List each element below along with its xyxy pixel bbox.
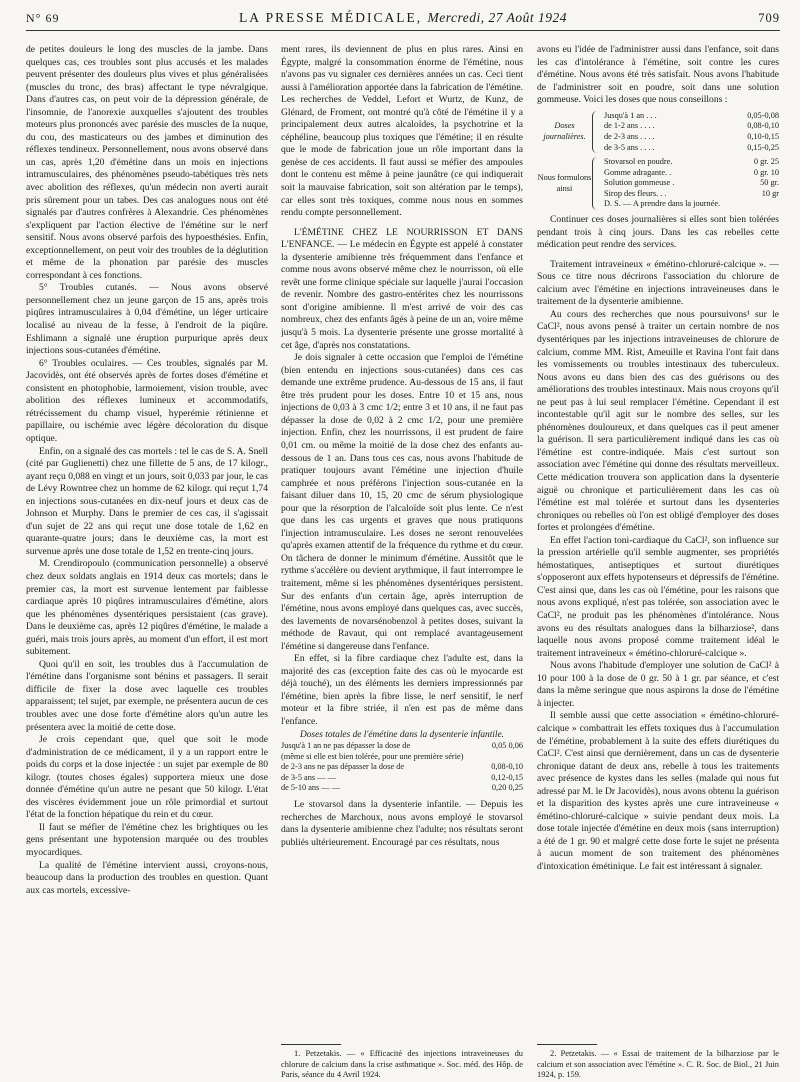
paragraph: En effet l'action toni-cardiaque du CaCl², son influence sur la pression artérielle qu'il semble augmenter, ses propriétés hémostatiques, antiseptiques et surtout diurétiques s'opposeront aux effets hypotenseurs et dépressifs de l'émétine. C'est ainsi que, dans les cas où l'émétine, pour les raisons que nous avons expliqué, n'est pas tolérée, son association avec le CaCl², ne produit pas les phénomènes d'intolérance. Nous avons eu des résultats analogues dans la bilharziose², dans laquelle nous avons proposé comme traitement idéal le traitement intraveineux « émétino-chloruré-calcique ». — [537, 534, 779, 659]
formula-qty: 0 gr. 25 — [753, 157, 779, 167]
paragraph: Je crois cependant que, quel que soit le mode d'administration de ce médicament, il y a un rapport entre le poids du corps et la dose injectée : un sujet par exemple de 80 kilogr. (toutes choses égales) supportera mieux une dose donnée d'émétine qu'un autre ne pesant que 50 kilogr. L'état des viscères évidemment joue un rôle primordial et surtout l'état de la fonction hépatique du rein et du cœur. — [26, 734, 268, 821]
footnote-2: 2. Petzetakis. — « Essai de traitement de la bilharziose par le calcium et son association avec l'émétine ». C. R. Soc. de Biol., 21 Juin 1924, p. 159. — [537, 1049, 779, 1079]
brace-icon — [592, 157, 600, 210]
dose-age: de 5-10 ans — — — [281, 783, 340, 793]
daily-doses-block — [537, 111, 779, 153]
dose-value: 0,15-0,25 — [747, 142, 779, 152]
list-item — [604, 178, 779, 189]
table-row — [281, 741, 523, 752]
paragraph: Le stovarsol dans la dysenterie infantile. — Depuis les recherches de Marchoux, nous avons employé le stovarsol dans la dysenterie amibienne chez l'adulte; nos résultats seront publiés ultérieurement. Encouragé par ces résultats, nous — [281, 799, 523, 848]
list-item — [604, 121, 779, 132]
brace-icon — [592, 111, 600, 153]
dose-table-infantile — [281, 741, 523, 794]
formula-qty: 50 gr. — [760, 178, 779, 188]
paragraph: de petites douleurs le long des muscles de la jambe. Dans quelques cas, ces troubles sont plus accusés et les malades peuvent présenter des douleurs plus vives et plus généralisées (muscles du tronc, des bras) affectant le type névralgique. Dans d'autres cas, on peut voir de la dépression générale, de l'insomnie, de l'anorexie auxquelles s'ajoutent des troubles moteurs plus prononcés avec parésie des muscles de la nuque, du cou, des masticateurs ou des jambes et diminution des réflexes tendineux. Personnellement, nous avons observé dans un cas, après 1,20 d'émétine dans un mois en injections intramusculaires, des phénomènes pseudo-tabétiques très nets avec abolition des réflexes, qu'un médecin non averti aurait pris sûrement pour un tabes. Des cas analogues nous ont été signalés par d'autres confrères à Alexandrie. Ces phénomènes s'expliquent par l'action élective de l'émétine sur le nerf sensitif. Nous avons observé parfois des hypoesthésies. Enfin, exceptionnellement, on peut voir des troubles de la déglutition et même de la phonation par parésie des muscles correspondant à ces fonctions. — [26, 44, 268, 281]
paragraph: 6° Troubles oculaires. — Ces troubles, signalés par M. Jacovidès, ont été observés après de fortes doses d'émétine et consistent en photophobie, larmoiement, vision trouble, avec abolition des réflexes lumineux et accommodatifs, rétrécissement du champ visuel, hyperémie rétinienne et papillaire, ou ischémie avec légère décoloration du disque optique. — [26, 357, 268, 444]
dose-value: 0,05 0,06 — [491, 741, 523, 751]
dose-value: 0,08-0,10 — [491, 762, 523, 772]
formula-item: Gomme adragante. . — [604, 167, 672, 177]
list-item — [604, 199, 779, 210]
formula-qty: 10 gr — [761, 188, 779, 198]
table-row — [281, 752, 523, 763]
dose-age: (même si elle est bien tolérée, pour une première série) — [281, 751, 464, 761]
page-number: 709 — [758, 11, 780, 25]
formula-label: Nous formulons ainsi — [537, 173, 592, 193]
paragraph: 5° Troubles cutanés. — Nous avons observé personnellement chez un jeune garçon de 15 ans, après trois piqûres intramusculaires à 0,04 d'émétine, un léger urticaire localisé au niveau de la fesse, à l'endroit de la piqûre. Eshlimann a signalé une éruption purpurique après deux injections sous-cutanées d'émétine. — [26, 282, 268, 357]
paragraph: La qualité de l'émétine intervient aussi, croyons-nous, beaucoup dans la production des troubles en question. Quant aux cas mortels, excessive- — [26, 859, 268, 896]
dose-value: 0,05-0,08 — [747, 110, 779, 120]
journal-name: LA PRESSE MÉDICALE, — [239, 10, 423, 25]
table-title: Doses totales de l'émétine dans la dysenterie infantile. — [299, 729, 505, 740]
list-item — [604, 143, 779, 154]
dose-age: de 3-5 ans . . . . — [604, 142, 655, 152]
paragraph: avons eu l'idée de l'administrer aussi dans l'enfance, soit dans les cas d'intolérance à l'émétine, soit contre les cures d'émétine. Nous avons été très satisfait. Nous avons l'habitude de l'administrer soit en poudre, soit dans une solution gommeuse. Voici les doses que nous conseillons : — [537, 44, 779, 106]
list-item — [604, 132, 779, 143]
formula-item: Sirop des fleurs. . . — [604, 188, 667, 198]
table-row — [281, 762, 523, 773]
paragraph: ment rares, ils deviennent de plus en plus rares. Ainsi en Égypte, malgré la consommation énorme de l'émétine, nous n'avons pas vu signaler ces dernières années un cas. Ceci tient aussi à l'amélioration apportée dans la fabrication de l'émétine. Les recherches de Veddel, Lefort et Wurtz, de Kunz, de Glénard, de Froment, ont montré qu'à côté de l'émétine il y a principalement deux autres alcaloïdes, la psychotrine et la céphéline, beaucoup plus toxiques que l'émétine; il en résulte que le mode de fabrication joue un rôle important dans la genèse de ces accidents. Il faut aussi se méfier des ampoules dont le contenu est même à peine jaunâtre (ce qui indiquerait soit la mauvaise fabrication, soit son altération par le temps), car elles sont très toxiques, comme nous nous en sommes rendu compte personnellement. — [281, 44, 523, 219]
daily-doses-label: Doses journalières. — [543, 121, 586, 141]
paragraph: Nous avons l'habitude d'employer une solution de CaCl² à 10 pour 100 à la dose de 0 gr. 50 à 1 gr. par séance, et c'est dans la même seringue que nous aspirons la dose de l'émétine à injecter. — [537, 660, 779, 709]
dose-age: de 2-3 ans ne pas dépasser la dose de — [281, 762, 405, 772]
column-3 — [537, 44, 779, 1080]
table-row — [281, 783, 523, 794]
paragraph: Continuer ces doses journalières si elles sont bien tolérées pendant trois à cinq jours. Dans les cas rebelles cette médication peut rendre des services. — [537, 214, 779, 251]
issue-date: Mercredi, 27 Août 1924 — [427, 10, 567, 25]
paragraph: Je dois signaler à cette occasion que l'emploi de l'émétine (bien entendu en injections sous-cutanées) dans ces cas demande une extrême prudence. Au-dessous de 15 ans, il faut être très prudent pour les doses. Entre 10 et 15 ans, nous injections de 0,03 à 3 cmc 1/2; entre 3 et 10 ans, il ne faut pas dépasser la dose de 0,02 à 2 cmc 1/2, pour une première injection. Enfin, chez les nourrissons, il est prudent de faire 0,01 cm. ou même la moitié de la dose chez des enfants au-dessous de 1 an. Dans tous ces cas, nous avons l'habitude de pratiquer toujours avant l'émétine une injection d'huile camphrée et nous préférons l'injection sous-cutanée en la faisant diluer dans 10, 15, 20 cmc de sérum physiologique pour que la résorption de l'alcaloïde soit plus lente. Ce n'est que dans les cas urgents et graves que nous pratiquons l'injection intramusculaire. Les doses ne seront renouvelées qu'après examen attentif de la fréquence du rythme et du cœur. On tâchera de donner le minimum d'émétine. Aussitôt que le rythme s'accélère ou devient arythmique, il faut interrompre le traitement, même si les phénomènes dysentériques persistent. Sur des enfants d'un certain âge, après interruption de l'émétine, nous avons employé dans quelques cas, avec succès, des lavements de novarsénobenzol à petites doses, suivant la méthode de Ravaut, qui ont remplacé avantageusement l'émétine si dangereuse dans l'enfance. — [281, 352, 523, 652]
list-item — [604, 157, 779, 168]
formula-block — [537, 157, 779, 210]
footnote-rule — [537, 1044, 597, 1045]
list-item — [604, 189, 779, 200]
column-2 — [281, 44, 523, 1080]
table-row — [281, 773, 523, 784]
paragraph: Traitement intraveineux « émétino-chloruré-calcique ». — Sous ce titre nous décrirons l'association du chlorure de calcium avec l'émétine en injections intraveineuses dans le traitement de la dysenterie amibienne. — [537, 258, 779, 308]
dose-value — [487, 752, 523, 763]
dose-age: Jusqu'à 1 an . . . — [604, 110, 657, 120]
dose-age: de 3-5 ans — — — [281, 772, 336, 782]
column-1 — [26, 44, 268, 1080]
paragraph: Il faut se méfier de l'émétine chez les brightiques ou les gens présentant une hypotension marquée ou des troubles myocardiques. — [26, 821, 268, 858]
formula-item: D. S. — A prendre dans la journée. — [604, 199, 721, 209]
paragraph: Au cours des recherches que nous poursuivons¹ sur le CaCl², nous avons pensé à traiter un certain nombre de nos dysentériques par les injections intraveineuses de chlorure de calcium, comme MM. Rist, Ameuille et Ravina l'ont fait dans les vomissements ou troubles intestinaux des tuberculeux. Nous avons eu dans bien des cas des guérisons ou des améliorations des troubles intestinaux. Mais nous croyons qu'il ne peut pas à lui seul remplacer l'émétine. Cependant il est incontestable qu'il agit sur le nombre des selles, sur les phénomènes douloureux, et dans quelques cas il peut amener la guérison. Il sera particulièrement indiqué dans les cas où l'émétine est contre-indiquée. Mais c'est surtout son association avec l'émétine qui donne des résultats merveilleux. Cette médication trouvera son application dans la dysenterie aiguë ou chronique et particulièrement dans les cas où l'émétine est mal tolérée et surtout dans les dysenteries chroniques ou rebelles où l'on est obligé d'employer des doses fortes et prolongées d'émétine. — [537, 308, 779, 534]
list-item — [604, 168, 779, 179]
footnote-rule — [281, 1044, 341, 1045]
dose-age: de 1-2 ans . . . . — [604, 121, 655, 131]
paragraph: M. Crendiropoulo (communication personnelle) a observé chez deux soldats anglais en 1914 deux cas mortels; dans le premier cas, la mort est survenue lentement par faiblesse cardiaque après 10 piqûres intramusculaires d'émétine, alors que les phénomènes dysentériques persistaient (cas grave). Dans le deuxième cas, après 12 piqûres d'émétine, le malade a guéri, mais trois jours après, au moment d'un effort, il est mort subitement. — [26, 558, 268, 658]
paragraph: En effet, si la fibre cardiaque chez l'adulte est, dans la majorité des cas (exception faite des cas où le myocarde est déjà touché), un des éléments les derniers impressionnés par l'émétine, bien après la fibre lisse, le nerf sensitif, le nerf moteur et la fibre striée, il n'en est pas de même dans l'enfance. — [281, 653, 523, 727]
formula-qty: 0 gr. 10 — [753, 167, 779, 177]
issue-number: N° 69 — [26, 11, 60, 25]
journal-title — [26, 10, 780, 26]
dose-age: Jusqu'à 1 an ne pas dépasser la dose de — [281, 741, 411, 751]
paragraph: Il semble aussi que cette association « émétino-chloruré-calcique » combattrait les effets toxiques dus à l'accumulation de l'émétine, probablement à la suite des effets diurétiques du CaCl². C'est ainsi que dernièrement, dans un cas de dysenterie chronique datant de deux ans, rebelle à tous les traitements avec présence de kystes dans les selles (malade qui nous fut adressé par M. le Dr Jacovidès), nous avons obtenu la guérison et la disparition des kystes après une cure intraveineuse « émétino-chloruré-calcique » suivie pendant deux mois. La dose totale injectée d'émétine en deux mois (sans interruption) a été de 1 gr. 90 et malgré cette dose forte le sujet ne présenta à aucun moment de son traitement des phénomènes d'intoxication émétinique. Le fait est intéressant à signaler. — [537, 710, 779, 872]
paragraph: Quoi qu'il en soit, les troubles dus à l'accumulation de l'émétine dans l'organisme sont bénins et passagers. Il serait difficile de fixer la dose avec laquelle ces troubles apparaissent; tel sujet, par exemple, ne présentera aucun de ces troubles avec une dose forte d'émétine alors qu'un autre les présentera avec la moitié de cette dose. — [26, 658, 268, 733]
list-item — [604, 111, 779, 122]
formula-item: Solution gommeuse . — [604, 178, 675, 188]
dose-value: 0,08-0,10 — [747, 121, 779, 131]
formula-item: Stovarsol en poudre. — [604, 157, 673, 167]
paragraph: Enfin, on a signalé des cas mortels : tel le cas de S. A. Snell (cité par Guglienetti) chez une fillette de 5 ans, de 17 kilogr., ayant reçu 0,088 en vingt et un jours, soit 0,033 par jour, le cas de Lévy Rowntree chez un homme de 62 kilogr. qui reçut 1,74 en injections sous-cutanées en dix-neuf jours et deux cas de Johnson et Murphy. Dans le premier de ces cas, il s'agissait d'un sujet de 22 ans qui reçut une dose totale de 1,62 en quarante-quatre jours; dans le deuxième cas, la mort est survenue après une dose totale de 1,52 en trente-cinq jours. — [26, 445, 268, 557]
running-header — [26, 7, 780, 31]
dose-value: 0,10-0,15 — [747, 131, 779, 141]
paragraph: L'ÉMÉTINE CHEZ LE NOURRISSON ET DANS L'ENFANCE. — Le médecin en Égypte est appelé à constater la dysenterie amibienne très fréquemment dans l'enfance et comme nous avons observé même chez le nourrisson, où elle revêt une forme clinique spéciale sur laquelle j'aurai l'occasion de revenir. Nombre des gastro-entérites chez les nourrissons sont d'origine amibienne. Il m'est arrivé de voir des cas nombreux, chez des enfants âgés à peine de un an, voire même jusqu'à 5 mois. La dysenterie présente une grosse mortalité à cet âge, d'après nos constatations. — [281, 226, 523, 351]
dose-age: de 2-3 ans . . . . — [604, 131, 655, 141]
dose-value: 0,20 0,25 — [491, 783, 523, 793]
footnote-1: 1. Petzetakis. — « Efficacité des injections intraveineuses du chlorure de calcium dans la crise asthmatique ». Soc. méd. des Hôp. de Paris, séance du 4 Avril 1924. — [281, 1049, 523, 1079]
dose-value: 0,12-0,15 — [491, 772, 523, 782]
